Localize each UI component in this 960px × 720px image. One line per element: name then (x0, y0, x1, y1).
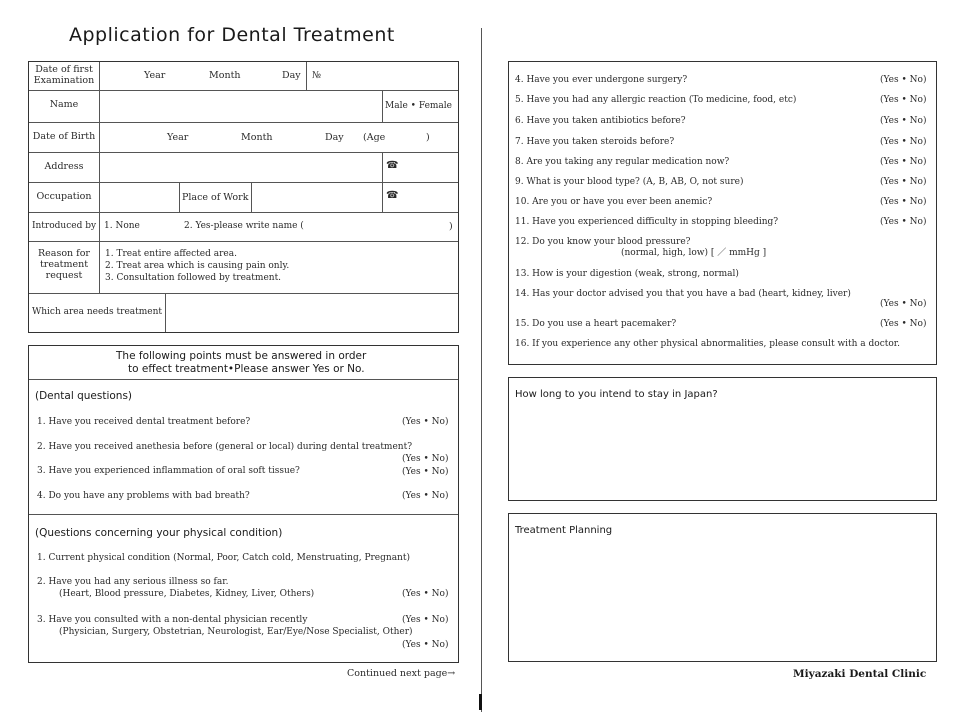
phone-icon: ☎ (386, 160, 399, 171)
q9: 9. What is your blood type? (A, B, AB, O, not sure) (515, 177, 744, 187)
physical-q2-options: (Heart, Blood pressure, Diabetes, Kidney, Liver, Others) (59, 589, 315, 599)
address-label: Address (44, 161, 84, 172)
row-occupation (29, 183, 458, 213)
sex-options[interactable]: Male • Female (385, 101, 452, 111)
row-area (29, 294, 458, 332)
dental-q3-answer[interactable]: (Yes • No) (402, 467, 449, 477)
patient-info-table (28, 61, 459, 333)
more-questions-box (508, 61, 937, 365)
row-introduced (29, 213, 458, 242)
q8: 8. Are you taking any regular medication now? (515, 157, 730, 167)
row-address (29, 153, 458, 183)
introduced-yes[interactable]: 2. Yes-please write name ( (184, 221, 304, 231)
physical-questions-heading: (Questions concerning your physical condition) (35, 527, 283, 539)
questions-intro-line1: The following points must be answered in order (116, 350, 367, 362)
treatment-planning-label: Treatment Planning (515, 525, 613, 536)
page-divider-tick (479, 694, 482, 710)
age-close: ) (426, 132, 430, 143)
q4-answer[interactable]: (Yes • No) (880, 75, 927, 85)
q15-answer[interactable]: (Yes • No) (880, 319, 927, 329)
dental-q2: 2. Have you received anethesia before (general or local) during dental treatment? (37, 442, 413, 452)
age-label[interactable]: (Age (363, 132, 386, 143)
q5: 5. Have you had any allergic reaction (To medicine, food, etc) (515, 95, 797, 105)
reason-option-1[interactable]: 1. Treat entire affected area. (105, 249, 237, 259)
dob-label: Date of Birth (32, 131, 96, 142)
dental-q1-answer[interactable]: (Yes • No) (402, 417, 449, 427)
introduced-close: ) (449, 221, 453, 232)
q9-answer[interactable]: (Yes • No) (880, 177, 927, 187)
row-dob (29, 123, 458, 153)
form-title: Application for Dental Treatment (69, 24, 395, 46)
q10-answer[interactable]: (Yes • No) (880, 197, 927, 207)
q14-answer[interactable]: (Yes • No) (880, 299, 927, 309)
occupation-label: Occupation (36, 191, 92, 202)
q16: 16. If you experience any other physical abnormalities, please consult with a doctor. (515, 339, 900, 349)
row-reason (29, 242, 458, 294)
treatment-planning-box[interactable] (508, 513, 937, 662)
q4: 4. Have you ever undergone surgery? (515, 75, 688, 85)
physical-q3: 3. Have you consulted with a non-dental physician recently (37, 615, 308, 625)
q10: 10. Are you or have you ever been anemic? (515, 197, 713, 207)
q6: 6. Have you taken antibiotics before? (515, 116, 686, 126)
dental-q3: 3. Have you experienced inflammation of oral soft tissue? (37, 466, 300, 476)
clinic-name: Miyazaki Dental Clinic (793, 668, 927, 680)
name-label: Name (49, 99, 79, 110)
q11-answer[interactable]: (Yes • No) (880, 217, 927, 227)
dob-month[interactable]: Month (241, 132, 273, 143)
record-number-label: № (312, 70, 321, 81)
reason-option-3[interactable]: 3. Consultation followed by treatment. (105, 273, 282, 283)
first-exam-month[interactable]: Month (209, 70, 241, 81)
page-divider (481, 28, 482, 712)
dental-q4: 4. Do you have any problems with bad breath? (37, 491, 250, 501)
reason-option-2[interactable]: 2. Treat area which is causing pain only. (105, 261, 290, 271)
dental-questions-heading: (Dental questions) (35, 390, 133, 402)
q11: 11. Have you experienced difficulty in stopping bleeding? (515, 217, 779, 227)
q12-options[interactable]: (normal, high, low) [ ／ mmHg ] (621, 248, 767, 258)
work-label: Place of Work (182, 192, 249, 203)
q13: 13. How is your digestion (weak, strong, normal) (515, 269, 739, 279)
questions-box (28, 345, 459, 663)
physical-q3-answer[interactable]: (Yes • No) (402, 615, 449, 625)
first-exam-label: Date of first Examination (33, 64, 95, 86)
row-name (29, 91, 458, 123)
q5-answer[interactable]: (Yes • No) (880, 95, 927, 105)
first-exam-year[interactable]: Year (144, 70, 166, 81)
q7: 7. Have you taken steroids before? (515, 137, 675, 147)
q7-answer[interactable]: (Yes • No) (880, 137, 927, 147)
dental-divider (29, 514, 458, 515)
intro-divider (29, 379, 458, 380)
q6-answer[interactable]: (Yes • No) (880, 116, 927, 126)
area-label: Which area needs treatment (32, 307, 163, 317)
q8-answer[interactable]: (Yes • No) (880, 157, 927, 167)
dental-q1: 1. Have you received dental treatment before? (37, 417, 251, 427)
questions-intro-line2: to effect treatment•Please answer Yes or No. (128, 363, 365, 375)
work-phone-icon: ☎ (386, 190, 399, 201)
q15: 15. Do you use a heart pacemaker? (515, 319, 677, 329)
q12: 12. Do you know your blood pressure? (515, 237, 691, 247)
q14: 14. Has your doctor advised you that you have a bad (heart, kidney, liver) (515, 289, 851, 299)
physical-q2: 2. Have you had any serious illness so far. (37, 577, 229, 587)
dob-day[interactable]: Day (325, 132, 344, 143)
stay-box[interactable] (508, 377, 937, 501)
physical-q1: 1. Current physical condition (Normal, Poor, Catch cold, Menstruating, Pregnant) (37, 553, 410, 563)
introduced-none[interactable]: 1. None (104, 221, 140, 231)
reason-label: Reason for treatment request (38, 248, 90, 281)
physical-q3-answer-2[interactable]: (Yes • No) (402, 640, 449, 650)
physical-q3-options: (Physician, Surgery, Obstetrian, Neurologist, Ear/Eye/Nose Specialist, Other) (59, 627, 413, 637)
stay-label: How long to you intend to stay in Japan? (515, 389, 718, 400)
physical-q2-answer[interactable]: (Yes • No) (402, 589, 449, 599)
first-exam-day[interactable]: Day (282, 70, 301, 81)
introduced-label: Introduced by (31, 221, 97, 231)
dental-q4-answer[interactable]: (Yes • No) (402, 491, 449, 501)
continued-note: Continued next page→ (347, 668, 456, 679)
row-first-exam (29, 62, 458, 91)
dob-year[interactable]: Year (167, 132, 189, 143)
dental-q2-answer[interactable]: (Yes • No) (402, 454, 449, 464)
